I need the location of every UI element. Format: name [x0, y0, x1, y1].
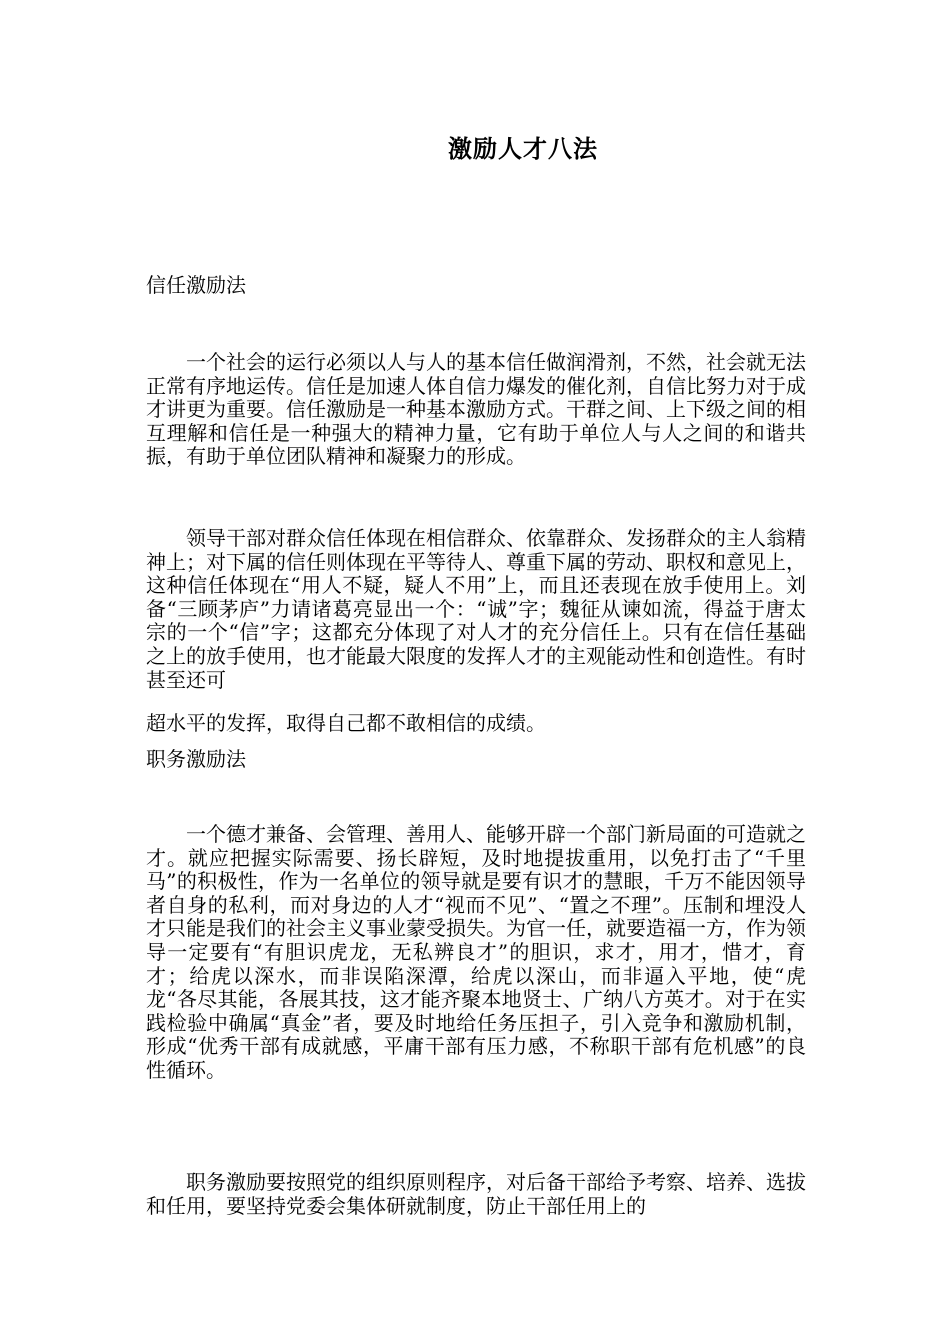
section-trust-paragraph-3 — [146, 712, 806, 736]
section-trust-paragraph-2 — [146, 527, 806, 692]
paragraph: 一个德才兼备、会管理、善用人、能够开辟一个部门新局面的可造就之才。就应把握实际需要、扬长辟短，及时地提拔重用，以免打击了“千里马”的积极性，作为一名单位的领导就是要有识才的慧眼，千万不能因领导者自身的私利，而对身边的人才“视而不见”、“置之不理”。压制和埋没人才只能是我们的社会主义事业蒙受损失。为官一任，就要造福一方，作为领导一定要有“有胆识虎龙，无私辨良才”的胆识，求才，用才，惜才，育才；给虎以深水，而非误陷深潭，给虎以深山，而非逼入平地，使“虎龙“各尽其能，各展其技，这才能齐聚本地贤士、广纳八方英才。对于在实践检验中确属“真金”者，要及时地给任务压担子，引入竞争和激励机制，形成“优秀干部有成就感，平庸干部有压力感，不称职干部有危机感”的良性循环。 — [146, 822, 806, 1082]
section-heading-trust: 信任激励法 — [146, 273, 246, 297]
document-title: 激励人才八法 — [448, 135, 598, 163]
paragraph: 领导干部对群众信任体现在相信群众、依靠群众、发扬群众的主人翁精神上；对下属的信任则体现在平等待人、尊重下属的劳动、职权和意见上，这种信任体现在“用人不疑，疑人不用”上，而且还表现在放手使用上。刘备“三顾茅庐”力请诸葛亮显出一个：“诚”字；魏征从谏如流，得益于唐太宗的一个“信”字；这都充分体现了对人才的充分信任上。只有在信任基础之上的放手使用，也才能最大限度的发挥人才的主观能动性和创造性。有时甚至还可 — [146, 526, 806, 692]
paragraph: 职务激励要按照党的组织原则程序，对后备干部给予考察、培养、选拔和任用，要坚持党委会集体研就制度，防止干部任用上的 — [146, 1170, 806, 1218]
section-trust-paragraph-1 — [146, 351, 806, 469]
section-position-paragraph-2 — [146, 1171, 806, 1218]
section-position-paragraph-1 — [146, 823, 806, 1083]
section-heading-position: 职务激励法 — [146, 747, 246, 771]
paragraph: 一个社会的运行必须以人与人的基本信任做润滑剂，不然，社会就无法正常有序地运传。信任是加速人体自信力爆发的催化剂，自信比努力对于成才讲更为重要。信任激励是一种基本激励方式。干群之间、上下级之间的相互理解和信任是一种强大的精神力量，它有助于单位人与人之间的和谐共振，有助于单位团队精神和凝聚力的形成。 — [146, 350, 806, 469]
paragraph: 超水平的发挥，取得自己都不敢相信的成绩。 — [146, 711, 546, 735]
